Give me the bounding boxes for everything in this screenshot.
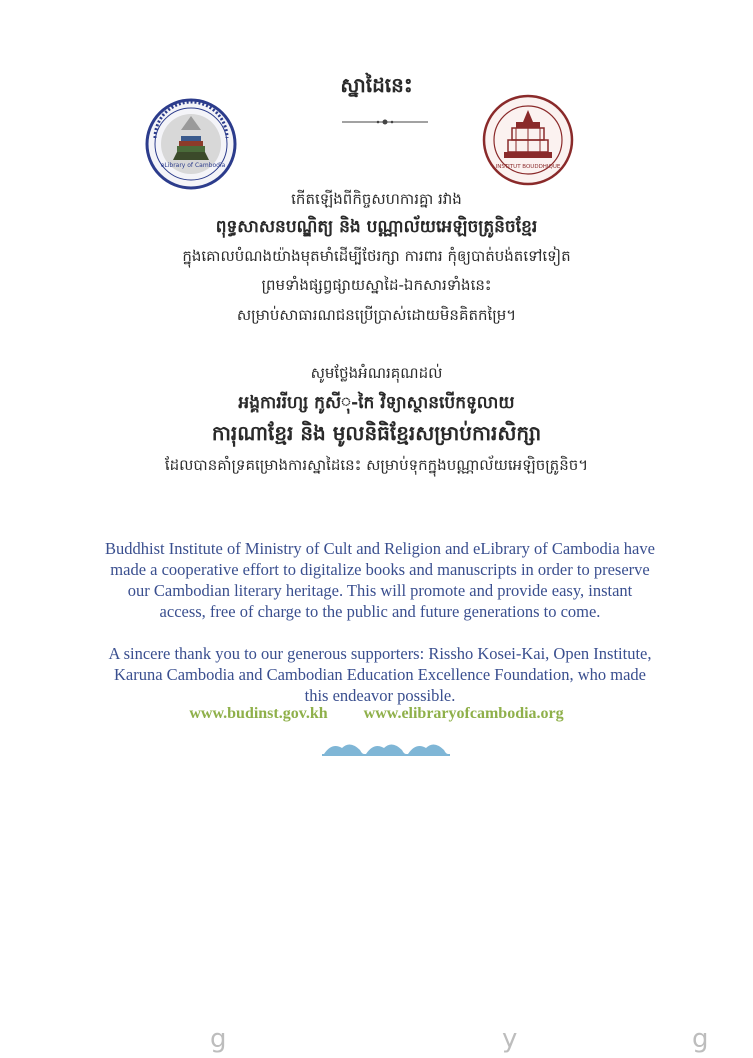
institut-bouddhique-seal-icon xyxy=(481,94,575,186)
english-p1-line: Buddhist Institute of Ministry of Cult and Religion and eLibrary of Cambodia have xyxy=(105,539,655,558)
page-title: ស្នាដៃនេះ xyxy=(340,73,413,97)
english-p2-line: Karuna Cambodia and Cambodian Education Excellence Foundation, who made xyxy=(114,665,646,684)
footer-glyph-g2: g xyxy=(692,1024,709,1054)
seal-left-caption: eLibrary of Cambodia xyxy=(160,162,226,169)
website-links xyxy=(0,705,753,723)
khmer-line-5: សម្រាប់សាធារណជនប្រើប្រាស់ដោយមិនគិតកម្រៃ។ xyxy=(236,306,517,324)
khmer-line-4: ព្រមទាំងផ្សព្វផ្សាយស្នាដៃ-ឯកសារទាំងនេះ xyxy=(261,276,492,294)
elibrary-link[interactable]: www.elibraryofcambodia.org xyxy=(363,705,564,722)
khmer-line-9: ដែលបានគាំទ្រគម្រោងការស្នាដៃនេះ សម្រាប់ទុកក្នុងបណ្ណាល័យអេឡិចត្រូនិច។ xyxy=(164,456,589,474)
khmer-line-6: សូមថ្លែងអំណរគុណដល់ xyxy=(310,364,443,382)
english-paragraph-2 xyxy=(60,643,700,706)
english-p1-line: our Cambodian literary heritage. This will promote and provide easy, instant xyxy=(127,581,633,600)
budinst-link[interactable]: www.budinst.gov.kh xyxy=(189,705,328,722)
footer-glyph-g1: g xyxy=(210,1024,227,1054)
buddhist-institute-seal-icon xyxy=(143,98,239,190)
khmer-line-3: ក្នុងគោលបំណងយ៉ាងមុតមាំដើម្បីថែរក្សា ការពារ កុំឲ្យបាត់បង់តទៅទៀត xyxy=(182,247,571,265)
decorative-ornament-icon xyxy=(322,738,450,758)
english-p2-line: A sincere thank you to our generous supporters: Rissho Kosei-Kai, Open Institute, xyxy=(108,644,652,663)
english-paragraph-1 xyxy=(60,538,700,622)
title-divider-ornament xyxy=(342,118,428,126)
english-p1-line: access, free of charge to the public and future generations to come. xyxy=(159,602,601,621)
seal-right-caption: INSTITUT BOUDDHIQUE xyxy=(495,164,561,170)
khmer-line-2: ពុទ្ធសាសនបណ្ឌិត្យ និង បណ្ណាល័យអេឡិចត្រូនិចខ្មែរ xyxy=(215,217,538,237)
footer-glyph-y: y xyxy=(502,1024,518,1054)
khmer-line-1: កើតឡើងពីកិច្ចសហការគ្នា រវាង xyxy=(291,190,462,208)
english-p2-line: this endeavor possible. xyxy=(304,686,456,705)
khmer-line-7: អង្គការរីហ្ស កូសីុ-កៃ វិទ្យាស្ថានបើកទូលាយ xyxy=(238,393,515,413)
khmer-line-8: ការុណាខ្មែរ និង មូលនិធិខ្មែរសម្រាប់ការសិក្សា xyxy=(211,421,542,445)
english-p1-line: made a cooperative effort to digitalize books and manuscripts in order to preserve xyxy=(110,560,650,579)
